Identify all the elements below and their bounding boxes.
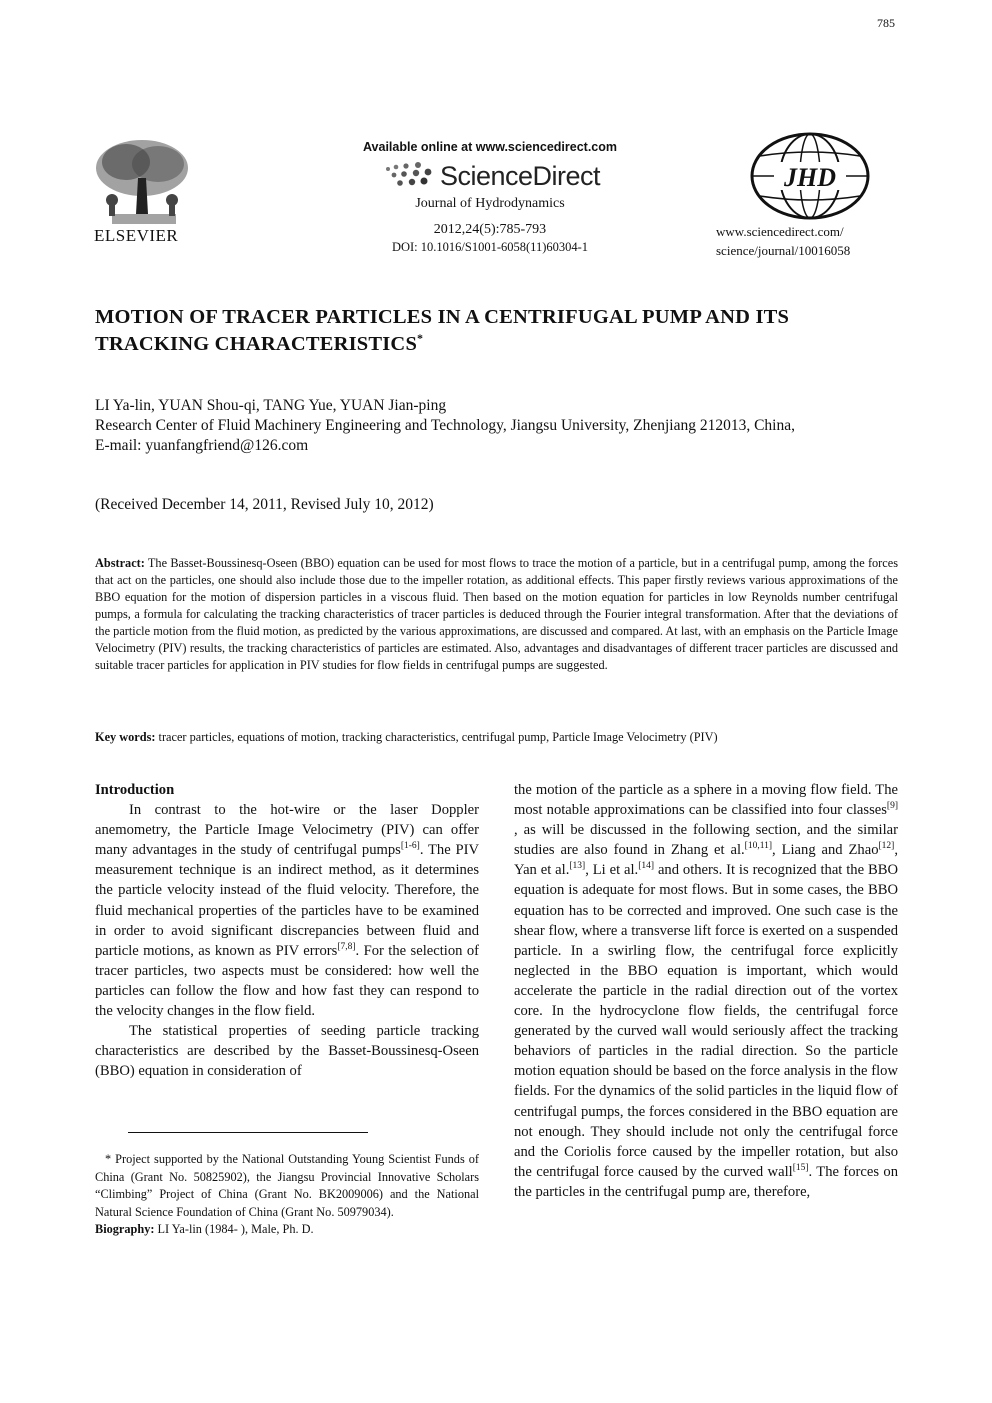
- citation-ref: [9]: [886, 801, 898, 812]
- sciencedirect-wordmark: ScienceDirect: [439, 160, 601, 191]
- jhd-logo-text: JHD: [784, 163, 836, 192]
- intro-paragraph-1: [95, 800, 479, 1021]
- left-column: [95, 780, 479, 1081]
- title-footnote-marker: *: [417, 331, 424, 346]
- abstract: [95, 555, 898, 674]
- title-line-2: [95, 331, 900, 358]
- section-heading-introduction: Introduction: [95, 782, 175, 798]
- author-block: [95, 396, 905, 456]
- journal-url-line2: science/journal/10016058: [716, 243, 851, 258]
- intro-paragraph-2-continued: [514, 780, 898, 1202]
- doi: DOI: 10.1016/S1001-6058(11)60304-1: [391, 240, 589, 254]
- intro-p1-text-a: In contrast to the hot-wire or the laser Doppler anemometry, the Particle Image Velocimetry (PIV) can offer many advantages in the study of centrifugal pumps: [95, 802, 479, 859]
- biography-text: LI Ya-lin (1984- ), Male, Ph. D.: [157, 1222, 314, 1236]
- right-text-f: and others. It is recognized that the BBO equation is adequate for most flows. But in some cases, the BBO equation has to be corrected and improved. One such case is the shear flow, where a transverse lift force is exerted on a suspended particle. In a swirling flow, the centrifugal force explicitly neglected in the BBO equation is important, which would accelerate the particle in the radial direction out of the vortex core. In the hydrocyclone flow fields, the centrifugal force generated by the curved wall would seriously affect the tracking behaviors of particles in the radial direction. So the particle motion equation should be based on the force analysis in the flow fields. For the dynamics of the solid particles in the liquid flow of centrifugal pumps, the forces considered in the BBO equation are not enough. They should include not only the centrifugal force and the Coriolis force caused by the impeller rotation, but also the centrifugal force caused by the curved wall: [514, 862, 898, 1180]
- keywords-label: Key words:: [95, 730, 156, 744]
- page-number: 785: [877, 16, 895, 30]
- citation-ref: [13]: [569, 861, 586, 872]
- journal-url: [716, 222, 906, 260]
- keywords-text: tracer particles, equations of motion, tracking characteristics, centrifugal pump, Particle Image Velocimetry (PIV): [158, 730, 718, 744]
- title-line-2-text: TRACKING CHARACTERISTICS: [95, 333, 418, 355]
- abstract-label: Abstract:: [95, 556, 145, 570]
- intro-paragraph-2: The statistical properties of seeding particle tracking characteristics are described by the Basset-Boussinesq-Oseen (BBO) equation in consideration of: [95, 1023, 479, 1080]
- right-text-c: , Liang and Zhao: [772, 842, 879, 859]
- citation: 2012,24(5):785-793: [433, 222, 547, 237]
- abstract-text: The Basset-Boussinesq-Oseen (BBO) equation can be used for most flows to trace the motion of a particle, but in a centrifugal pump, among the forces that act on the particles, one should also include those due to the impeller rotation, as additional effects. This paper firstly reviews various approximations of the BBO equation for the motion of dispersion particles in a viscous fluid. Then based on the motion equation for particles in low Reynolds number centrifugal pumps, a formula for calculating the tracking characteristics of tracer particles is deduced through the Fourier integral transformation. After that the deviations of the particle motion from the fluid motion, as predicted by the various approximations, are discussed and compared. At last, with an emphasis on the Particle Image Velocimetry (PIV) results, the tracking characteristics of particles are estimated. Also, advantages and disadvantages of different tracer particles are discussed and suitable tracer particles for application in PIV studies for flow fields in centrifugal pumps are suggested.: [95, 556, 898, 672]
- sciencedirect-logo: [340, 158, 640, 194]
- intro-p1-text-c: . For the selection of tracer particles, two aspects must be considered: how well the particles can follow the flow and how fast they can respond to the velocity changes in the flow field.: [95, 942, 479, 1020]
- sciencedirect-dots-icon: [380, 161, 436, 191]
- citation-ref: [15]: [792, 1162, 809, 1173]
- intro-p1-text-b: . The PIV measurement technique is an indirect method, as it determines the particle velocity instead of the fluid velocity. Therefore, the fluid mechanical properties of the particles have to be examined in order to avoid significant discrepancies between fluid and particle motions, as known as PIV errors: [95, 842, 480, 959]
- citation-ref: [7,8]: [337, 941, 356, 952]
- right-column: [514, 780, 898, 1202]
- citation-ref: [14]: [638, 861, 655, 872]
- jhd-globe-logo: [748, 130, 872, 222]
- online-availability: Available online at www.sciencedirect.com: [362, 140, 618, 154]
- citation-ref: [10,11]: [744, 841, 773, 852]
- footnote-project: * Project supported by the National Outstanding Young Scientist Funds of China (Grant No. 50825902), the Jiangsu Provincial Innovative Scholars “Climbing” Project of China (Grant No. BK2009006) and the National Natural Science Foundation of China (Grant No. 50979034).: [95, 1152, 479, 1219]
- received-dates: (Received December 14, 2011, Revised July 10, 2012): [95, 496, 434, 513]
- biography-label: Biography:: [95, 1222, 155, 1236]
- footnote-divider: [128, 1132, 368, 1133]
- right-text-b: , as will be discussed in the following section, and the similar studies are also found in Zhang et al.: [514, 822, 898, 859]
- footnote-biography: [95, 1221, 479, 1239]
- right-text-a: the motion of the particle as a sphere in a moving flow field. The most notable approximations can be classified into four classes: [514, 782, 898, 819]
- citation-ref: [1-6]: [400, 841, 420, 852]
- right-text-g: . The forces on the particles in the centrifugal pump are, therefore,: [514, 1163, 898, 1200]
- author-affiliation: Research Center of Fluid Machinery Engineering and Technology, Jiangsu University, Zhenjiang 212013, China,: [95, 417, 795, 434]
- right-text-e: , Li et al.: [585, 862, 639, 879]
- title-line-1: MOTION OF TRACER PARTICLES IN A CENTRIFUGAL PUMP AND ITS: [95, 306, 790, 328]
- right-text-d: , Yan et al.: [514, 842, 898, 879]
- elsevier-wordmark: ELSEVIER: [94, 226, 179, 245]
- paper-title: [95, 304, 900, 358]
- author-names: LI Ya-lin, YUAN Shou-qi, TANG Yue, YUAN Jian-ping: [95, 397, 447, 414]
- author-email: E-mail: yuanfangfriend@126.com: [95, 437, 309, 454]
- footnote: [95, 1151, 479, 1239]
- journal-url-line1: www.sciencedirect.com/: [716, 224, 844, 239]
- sciencedirect-header: [340, 140, 640, 255]
- journal-name: Journal of Hydrodynamics: [415, 196, 565, 211]
- citation-ref: [12]: [878, 841, 895, 852]
- keywords: [95, 729, 898, 746]
